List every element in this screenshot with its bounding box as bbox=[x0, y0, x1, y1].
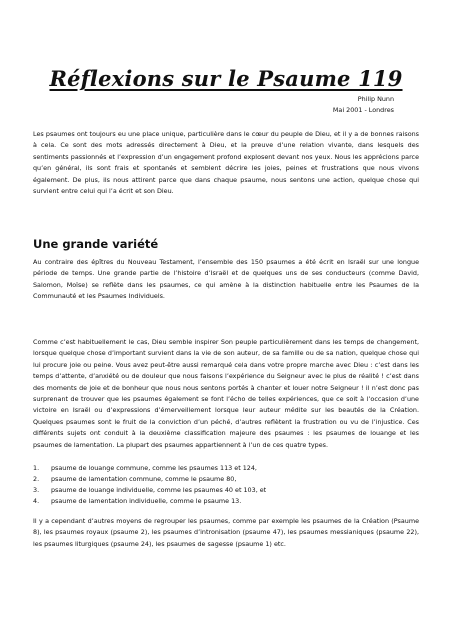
list-text: psaume de louange commune, comme les psaumes 113 et 124, bbox=[51, 464, 257, 472]
list-item bbox=[33, 474, 419, 485]
section-heading: Une grande variété bbox=[33, 237, 159, 251]
list-number: 3. bbox=[33, 486, 40, 494]
list-number: 1. bbox=[33, 464, 40, 472]
page-title: Réflexions sur le Psaume 119 bbox=[49, 66, 403, 92]
list-number: 2. bbox=[33, 475, 40, 483]
paragraph-3: Il y a cependant d’autres moyens de regrouper les psaumes, comme par exemple les psaumes de la Création (Psaume 8), les psaumes royaux (psaume 2), les psaumes d’intronisation (psaume 47), les psaumes messianiques (psaume 22), les psaumes liturgiques (psaume 24), les psaumes de sagesse (psaume 1) etc. bbox=[33, 517, 419, 548]
date-place: Mai 2001 - Londres bbox=[332, 106, 394, 114]
list-text: psaume de louange individuelle, comme les psaumes 40 et 103, et bbox=[51, 486, 267, 494]
psalm-types-list bbox=[33, 463, 419, 507]
list-text: psaume de lamentation individuelle, comme le psaume 13. bbox=[51, 497, 242, 505]
list-item bbox=[33, 463, 419, 474]
paragraph-1: Au contraire des épîtres du Nouveau Testament, l’ensemble des 150 psaumes a été écrit en Israël sur une longue période de temps. Une grande partie de l’histoire d’Israël et de quelques uns de ses conducteurs (comme David, Salomon, Moïse) se reflète dans les psaumes, ce qui amène à la distinction habituelle entre les Psaumes de la Communauté et les Psaumes Individuels. bbox=[33, 258, 419, 301]
paragraph-2: Comme c’est habituellement le cas, Dieu semble inspirer Son peuple particulièrement dans les temps de changement, lorsque quelque chose d’important survient dans la vie de son auteur, de sa famille ou de sa nation, quelque chose qui lui procure joie ou peine. Vous avez peut-être aussi remarqué cela dans votre propre marche avec Dieu : c’est dans les temps d’attente, d’anxiété ou de douleur que nous faisons l’expérience du Seigneur avec le plus de réalité ! c’est dans des moments de joie et de bonheur que nous nous sentons portés à chanter et louer notre Seigneur ! il n’est donc pas surprenant de trouver que les psaumes également se font l’écho de telles expériences, que ce soit à l’occasion d’une victoire en Israël ou d’expressions d’émerveillement lorsque leur auteur médite sur les beautés de la Création. Quelques psaumes sont le fruit de la conviction d’un péché, d’autres reflètent la frustration ou vu de l’injustice. Ces différents sujets ont conduit à la deuxième classification majeure des psaumes : les psaumes de louange et les psaumes de lamentation. La plupart des psaumes appartiennent à l’un de ces quatre types. bbox=[33, 338, 419, 449]
intro-paragraph: Les psaumes ont toujours eu une place unique, particulière dans le cœur du peuple de Dieu, et il y a de bonnes raisons à cela. Ce sont des mots adressés directement à Dieu, et la preuve d’une relation vivante, dans lesquels des sentiments passionnés et l’expression d’un engagement profond explosent devant nos yeux. Nous les apprécions parce qu’en général, ils sont frais et spontanés et semblent décrire les joies, peines et frustrations que nous vivons également. De plus, ils nous attirent parce que dans chaque psaume, nous sentons une action, quelque chose qui survient entre celui qui l’a écrit et son Dieu. bbox=[33, 130, 419, 196]
list-text: psaume de lamentation commune, comme le psaume 80, bbox=[51, 475, 237, 483]
author-block bbox=[333, 94, 394, 116]
author-name: Philip Nunn bbox=[357, 95, 394, 103]
list-item bbox=[33, 496, 419, 507]
list-number: 4. bbox=[33, 497, 40, 505]
list-item bbox=[33, 485, 419, 496]
